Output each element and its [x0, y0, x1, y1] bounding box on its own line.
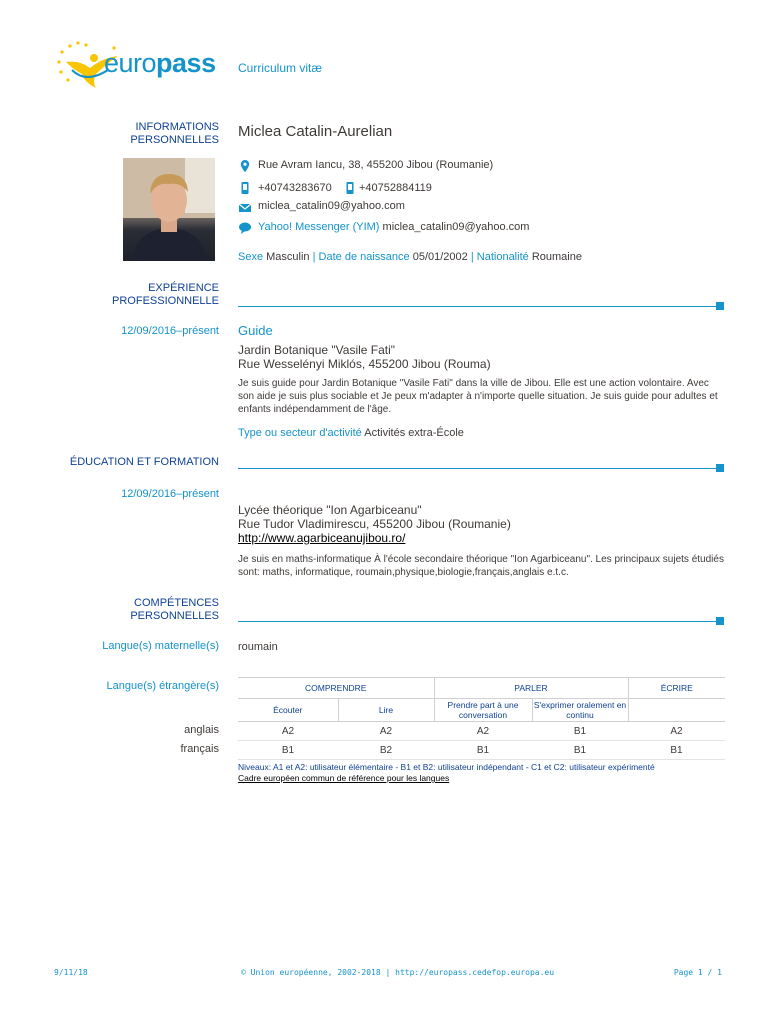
section-label-skills: COMPÉTENCES PERSONNELLES: [130, 597, 219, 622]
subheader-spoken-interaction: Prendre part à une conversation: [434, 699, 532, 722]
school-address: Rue Tudor Vladimirescu, 455200 Jibou (Roumanie): [238, 517, 511, 531]
section-divider: [238, 306, 724, 307]
level-cell: B1: [532, 741, 628, 760]
foreign-languages-label: Langue(s) étrangère(s): [106, 680, 219, 692]
language-name: anglais: [184, 724, 219, 736]
footer-date: 9/11/18: [54, 968, 88, 977]
personal-details-line: [238, 251, 582, 263]
phone-number-1[interactable]: +40743283670: [258, 182, 332, 194]
separator: |: [312, 251, 316, 263]
subheader-reading: Lire: [338, 699, 434, 722]
document-title: Curriculum vitæ: [238, 61, 323, 75]
section-divider: [238, 621, 724, 622]
school-name: Lycée théorique "Ion Agarbiceanu": [238, 503, 422, 517]
section-divider: [238, 468, 724, 469]
mother-tongue: roumain: [238, 641, 278, 653]
profile-photo: [123, 158, 215, 261]
job-title: Guide: [238, 323, 273, 338]
logo-euro-text: euro: [104, 48, 157, 78]
candidate-name: Miclea Catalin-Aurelian: [238, 123, 393, 140]
level-cell: B1: [628, 741, 725, 760]
level-cell: A2: [434, 722, 532, 741]
sector-value: Activités extra-École: [364, 427, 464, 439]
level-cell: B1: [532, 722, 628, 741]
experience-date: 12/09/2016–présent: [121, 325, 219, 337]
table-row: [238, 722, 725, 741]
employer-address: Rue Wesselényi Miklós, 455200 Jibou (Rouma): [238, 357, 491, 371]
school-website-link[interactable]: http://www.agarbiceanujibou.ro/: [238, 531, 406, 545]
education-description: Je suis en maths-informatique À l'école secondaire théorique "Ion Agarbiceanu". Les principaux sujets étudiés sont: maths, informatique, roumain,physique,biologie,français,anglais e.t.c.: [238, 554, 724, 578]
sex-label: Sexe: [238, 251, 264, 263]
sector-label: Type ou secteur d'activité: [238, 427, 362, 439]
level-cell: B2: [338, 741, 434, 760]
im-label: Yahoo! Messenger (YIM): [258, 221, 380, 233]
mobile-phone-icon: [343, 181, 357, 195]
dob-value: 05/01/2002: [412, 251, 468, 263]
experience-description: Je suis guide pour Jardin Botanique "Vasile Fati" dans la ville de Jibou. Elle est une action volontaire. Avec son aide je suis plus sociable et Je peux m'adapter à n'importe quelle situation. Je suis guide pour adultes et enfants indépendamment de l'âge.: [238, 378, 718, 415]
address: Rue Avram Iancu, 38, 455200 Jibou (Roumanie): [258, 159, 494, 171]
education-date: 12/09/2016–présent: [121, 488, 219, 500]
language-skills-table: [238, 677, 725, 760]
column-header-writing: ÉCRIRE: [628, 678, 725, 699]
section-label-education: ÉDUCATION ET FORMATION: [69, 456, 219, 468]
email-address[interactable]: miclea_catalin09@yahoo.com: [258, 200, 405, 212]
language-name: français: [180, 743, 219, 755]
level-cell: B1: [238, 741, 338, 760]
nationality-label: Nationalité: [476, 251, 529, 263]
footer-copyright: © Union européenne, 2002-2018 | http://europass.cedefop.europa.eu: [241, 968, 555, 977]
section-label-personal: INFORMATIONS PERSONNELLES: [130, 121, 219, 146]
email-envelope-icon: [238, 201, 252, 215]
subheader-spoken-production: S'exprimer oralement en continu: [533, 700, 627, 720]
sex-value: Masculin: [266, 251, 310, 263]
instant-messenger-icon: [238, 221, 252, 235]
europass-logo: [52, 40, 222, 90]
location-pin-icon: [238, 159, 252, 173]
column-header-speaking: PARLER: [434, 678, 628, 699]
subheader-listening: Écouter: [238, 699, 338, 722]
logo-pass-text: pass: [156, 48, 216, 78]
dob-label: Date de naissance: [318, 251, 410, 263]
cefr-link[interactable]: Cadre européen commun de référence pour les langues: [238, 773, 450, 783]
nationality-value: Roumaine: [531, 251, 582, 263]
level-cell: A2: [628, 722, 725, 741]
im-value: miclea_catalin09@yahoo.com: [382, 221, 530, 233]
table-row: [238, 741, 725, 760]
employer-name: Jardin Botanique "Vasile Fati": [238, 343, 396, 357]
separator: |: [470, 251, 474, 263]
level-cell: A2: [238, 722, 338, 741]
activity-sector-line: [238, 427, 464, 439]
column-header-understanding: COMPRENDRE: [238, 678, 434, 699]
mobile-phone-icon: [238, 181, 252, 195]
level-cell: A2: [338, 722, 434, 741]
mother-tongue-label: Langue(s) maternelle(s): [102, 640, 219, 652]
levels-note: Niveaux: A1 et A2: utilisateur élémentaire - B1 et B2: utilisateur indépendant - C1 et C2: utilisateur expérimenté: [238, 762, 655, 772]
level-cell: B1: [434, 741, 532, 760]
section-label-experience: EXPÉRIENCE PROFESSIONNELLE: [112, 282, 219, 307]
footer-page-number: Page 1 / 1: [673, 968, 722, 977]
phone-number-2[interactable]: +40752884119: [359, 182, 432, 194]
